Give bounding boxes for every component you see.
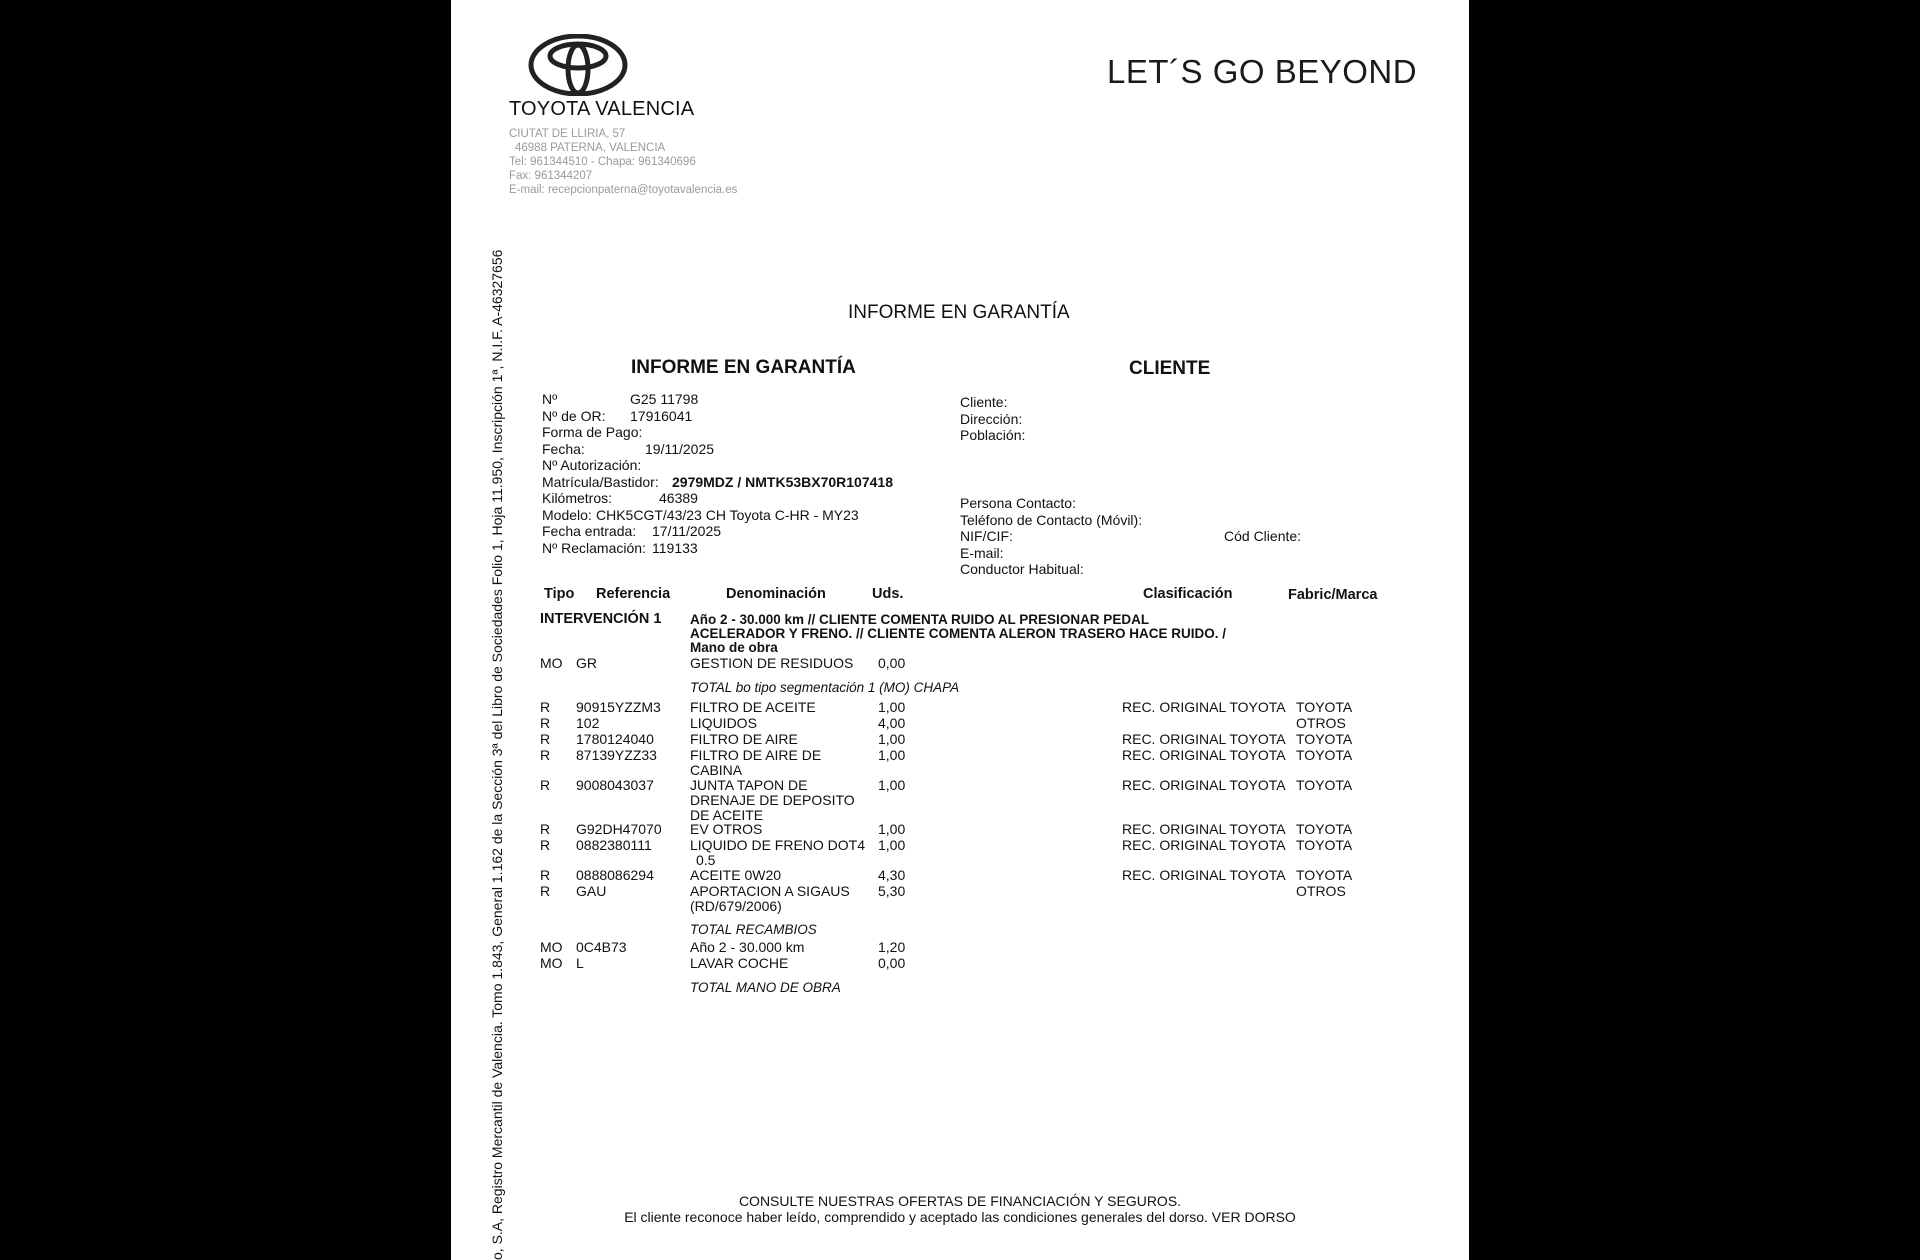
dealer-address [509,127,737,197]
col-header-tipo: Tipo [544,586,575,602]
denominacion-line: FILTRO DE ACEITE [690,699,816,715]
denominacion-line: 0.5 [696,852,716,868]
denominacion-line: EV OTROS [690,821,763,837]
cell-tipo: R [540,837,551,853]
cell-uds: 1,00 [878,821,906,837]
cell-referencia: L [576,955,584,971]
cell-fabric: TOYOTA [1296,867,1353,883]
denominacion-line: DRENAJE DE DEPOSITO [690,792,855,808]
denominacion-line: ACEITE 0W20 [690,867,782,883]
cell-referencia: 102 [576,715,600,731]
cell-tipo: MO [540,955,563,971]
cell-clasificacion: REC. ORIGINAL TOYOTA [1122,837,1286,853]
cell-fabric: TOYOTA [1296,777,1353,793]
cell-fabric: TOYOTA [1296,837,1353,853]
denominacion-line: LIQUIDOS [690,715,757,731]
brand-name: TOYOTA VALENCIA [509,98,695,120]
footer-line: CONSULTE NUESTRAS OFERTAS DE FINANCIACIÓN Y SEGUROS. [738,1193,1182,1209]
cell-denominacion: Año 2 - 30.000 km [690,939,805,955]
col-header-denominacion: Denominación [726,586,826,602]
denominacion-line: LIQUIDO DE FRENO DOT4 [690,837,866,853]
client-heading: CLIENTE [1129,358,1211,379]
claim-number: 119133 [652,539,698,556]
cell-uds: 1,00 [878,731,906,747]
col-header-clasificacion: Clasificación [1143,586,1233,602]
cell-tipo: R [540,715,551,731]
total-mano-obra: TOTAL MANO DE OBRA [690,980,841,995]
cell-tipo: R [540,821,551,837]
cell-uds: 1,00 [878,699,906,715]
denominacion-line: (RD/679/2006) [690,898,782,914]
cell-uds: 4,00 [878,715,906,731]
cell-denominacion [690,822,762,837]
client-details-bottom [960,495,1142,578]
cell-clasificacion: REC. ORIGINAL TOYOTA [1122,821,1286,837]
report-date: 19/11/2025 [645,440,715,457]
cell-clasificacion: REC. ORIGINAL TOYOTA [1122,747,1286,763]
cell-referencia: GAU [576,883,607,899]
cell-denominacion [690,778,855,823]
cell-uds: 1,00 [878,837,906,853]
field-label: Cód Cliente: [1224,528,1302,544]
cell-denominacion [690,838,865,868]
field-label: Modelo: [542,506,592,523]
cell-clasificacion: REC. ORIGINAL TOYOTA [1122,731,1286,747]
cell-denominacion [690,716,757,731]
document-page [451,0,1469,1260]
cell-denominacion: LAVAR COCHE [690,955,789,971]
cell-tipo: R [540,883,551,899]
cell-fabric: TOYOTA [1296,821,1353,837]
cell-tipo: MO [540,939,563,955]
cell-uds: 0,00 [878,655,906,671]
col-header-fabric: Fabric/Marca [1288,587,1378,603]
denominacion-line: FILTRO DE AIRE DE [690,747,822,763]
address-line: CIUTAT DE LLIRIA, 57 [509,128,626,140]
cell-tipo: R [540,867,551,883]
field-label: Teléfono de Contacto (Móvil): [960,511,1143,528]
cell-denominacion [690,868,781,883]
denominacion-line: DE ACEITE [690,807,764,823]
cell-uds: 1,20 [878,939,906,955]
address-line: E-mail: recepcionpaterna@toyotavalencia.es [509,184,738,196]
intervention-description [690,613,1226,655]
col-header-referencia: Referencia [596,586,671,602]
cell-referencia: 90915YZZM3 [576,699,661,715]
cell-fabric: TOYOTA [1296,731,1353,747]
cell-tipo: R [540,747,551,763]
field-label: NIF/CIF: [960,528,1013,544]
vehicle-model: CHK5CGT/43/23 CH Toyota C-HR - MY23 [596,506,859,523]
intervention-line: ACELERADOR Y FRENO. // CLIENTE COMENTA ALERON TRASERO HACE RUIDO. / [690,626,1227,641]
field-label: Kilómetros: [542,490,613,506]
intervention-line: Mano de obra [690,640,778,655]
cell-referencia: G92DH47070 [576,821,662,837]
address-line: Tel: 961344510 - Chapa: 961340696 [509,156,696,168]
cell-referencia: 87139YZZ33 [576,747,657,763]
cell-tipo: R [540,731,551,747]
warranty-heading: INFORME EN GARANTÍA [631,357,856,378]
cell-referencia: 9008043037 [576,777,654,793]
field-label: Nº [542,391,558,407]
cell-clasificacion: REC. ORIGINAL TOYOTA [1122,867,1286,883]
or-number: 17916041 [630,407,693,424]
slogan: LET´S GO BEYOND [1107,53,1418,90]
cell-denominacion [690,700,816,715]
registry-vertical-text: o, S.A, Registro Mercantil de Valencia. Tomo 1.843, General 1.162 de la Sección 3ª del Libro de Sociedades Folio 1, Hoja 11.950, Inscripción 1ª, N.I.F. A-46327656 [489,249,505,1260]
cell-referencia: 0C4B73 [576,939,627,955]
intervention-line: Año 2 - 30.000 km // CLIENTE COMENTA RUIDO AL PRESIONAR PEDAL [690,612,1150,627]
denominacion-line: CABINA [690,762,743,778]
cell-denominacion: GESTION DE RESIDUOS [690,655,854,671]
field-label: Cliente: [960,394,1008,410]
kilometers: 46389 [659,490,698,506]
cell-tipo: R [540,699,551,715]
address-line: 46988 PATERNA, VALENCIA [515,142,666,154]
cell-uds: 4,30 [878,867,906,883]
intervention-label: INTERVENCIÓN 1 [540,611,662,627]
entry-date: 17/11/2025 [652,523,722,539]
field-label: Nº Reclamación: [542,539,646,556]
warranty-details [542,391,893,556]
cell-denominacion [690,748,821,778]
field-label: Fecha entrada: [542,523,637,539]
footer [451,1194,1469,1225]
field-label: Nº de OR: [542,407,606,424]
cell-referencia: GR [576,655,597,671]
cell-referencia: 0882380111 [576,837,652,853]
cell-fabric: TOYOTA [1296,699,1353,715]
denominacion-line: FILTRO DE AIRE [690,731,798,747]
total-chapa: TOTAL bo tipo segmentación 1 (MO) CHAPA [690,680,960,695]
field-label: E-mail: [960,544,1004,561]
field-label: Nº Autorización: [542,457,642,473]
cell-tipo: MO [540,655,563,671]
field-label: Forma de Pago: [542,424,643,440]
cell-uds: 5,30 [878,883,906,899]
cell-denominacion [690,732,798,747]
cell-denominacion [690,884,850,914]
cell-clasificacion: REC. ORIGINAL TOYOTA [1122,699,1286,715]
cell-fabric: OTROS [1296,883,1346,899]
field-label: Persona Contacto: [960,495,1076,511]
cell-clasificacion: REC. ORIGINAL TOYOTA [1122,777,1286,793]
denominacion-line: APORTACION A SIGAUS [690,883,850,899]
cell-uds: 0,00 [878,955,906,971]
client-details-top [960,394,1025,444]
cell-uds: 1,00 [878,777,906,793]
field-label: Conductor Habitual: [960,561,1084,577]
toyota-logo-icon [528,34,628,96]
footer-line: El cliente reconoce haber leído, comprendido y aceptado las condiciones generales del dorso. VER DORSO [624,1208,1296,1225]
col-header-uds: Uds. [872,586,904,602]
denominacion-line: JUNTA TAPON DE [690,777,808,793]
field-label: Población: [960,427,1026,443]
address-line: Fax: 961344207 [509,170,593,182]
cell-uds: 1,00 [878,747,906,763]
field-label: Matrícula/Bastidor: [542,473,659,490]
cell-tipo: R [540,777,551,793]
field-label: Fecha: [542,440,585,457]
field-label: Dirección: [960,410,1023,427]
total-recambios: TOTAL RECAMBIOS [690,922,817,937]
cell-referencia: 1780124040 [576,731,654,747]
plate-vin: 2979MDZ / NMTK53BX70R107418 [672,473,893,490]
report-number: G25 11798 [630,391,699,407]
cell-fabric: TOYOTA [1296,747,1353,763]
cell-fabric: OTROS [1296,715,1346,731]
dotted-divider [541,917,1401,919]
cell-referencia: 0888086294 [576,867,654,883]
document-title: INFORME EN GARANTÍA [848,302,1070,323]
